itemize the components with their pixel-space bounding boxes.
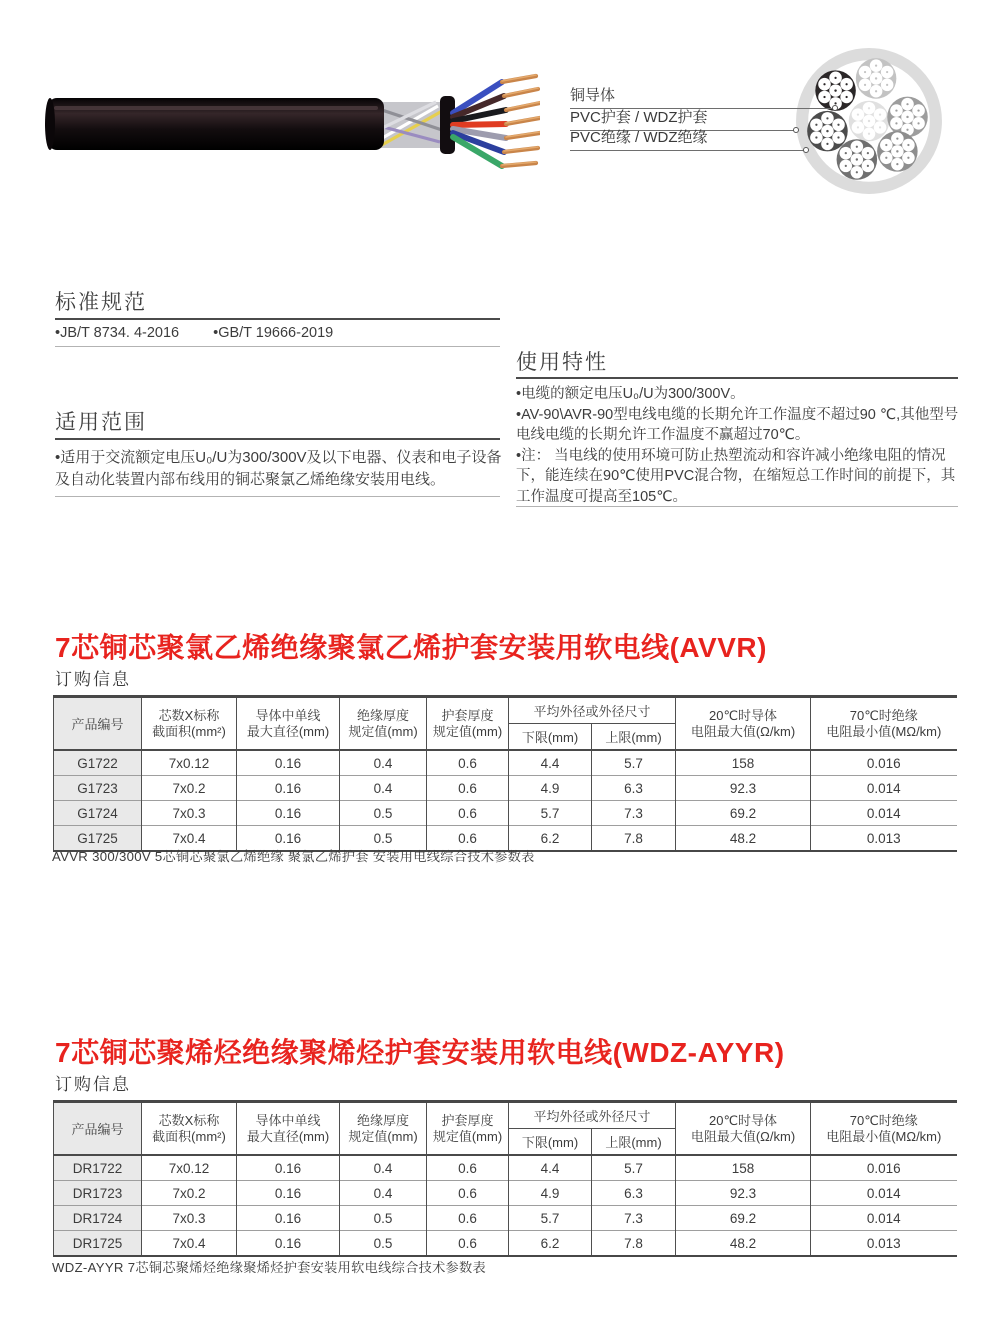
- value-cell: 158: [676, 1155, 811, 1181]
- value-cell: 0.4: [340, 1155, 427, 1181]
- cable-photo: [40, 72, 540, 182]
- value-cell: 7x0.3: [142, 801, 237, 826]
- value-cell: 0.16: [237, 750, 340, 776]
- col-header-sheath-thick: 护套厚度 规定值(mm): [427, 697, 509, 751]
- section-divider: [55, 438, 500, 440]
- value-cell: 0.014: [811, 1206, 957, 1231]
- value-cell: 0.016: [811, 1155, 957, 1181]
- product1-order-info-label: 订购信息: [55, 670, 131, 689]
- table-row: [54, 776, 957, 801]
- value-cell: 6.2: [509, 826, 592, 852]
- callout-conductor-label: 铜导体: [570, 87, 616, 104]
- section-divider: [55, 346, 500, 347]
- value-cell: 0.014: [811, 1181, 957, 1206]
- col-header-od-max: 上限(mm): [592, 724, 676, 751]
- value-cell: 0.5: [340, 801, 427, 826]
- value-cell: 0.5: [340, 1206, 427, 1231]
- col-header-insul-resistance: 70℃时绝缘 电阻最小值(MΩ/km): [811, 1102, 957, 1156]
- col-header-od-max: 上限(mm): [592, 1129, 676, 1156]
- product-code-cell: G1724: [54, 801, 142, 826]
- value-cell: 7.3: [592, 801, 676, 826]
- value-cell: 0.6: [427, 776, 509, 801]
- col-header-insul-thick: 绝缘厚度 规定值(mm): [340, 1102, 427, 1156]
- value-cell: 0.6: [427, 1181, 509, 1206]
- cable-jacket: [48, 98, 384, 150]
- value-cell: 7.8: [592, 826, 676, 852]
- value-cell: 0.016: [811, 750, 957, 776]
- callout-insulation: [570, 126, 807, 151]
- value-cell: 0.5: [340, 826, 427, 852]
- value-cell: 6.3: [592, 1181, 676, 1206]
- core-lightgray: [856, 58, 897, 99]
- value-cell: 92.3: [676, 1181, 811, 1206]
- col-header-od-min: 下限(mm): [509, 1129, 592, 1156]
- value-cell: 0.014: [811, 776, 957, 801]
- value-cell: 0.5: [340, 1231, 427, 1257]
- value-cell: 0.6: [427, 1155, 509, 1181]
- col-header-insul-thick: 绝缘厚度 规定值(mm): [340, 697, 427, 751]
- col-header-resistance: 20℃时导体 电阻最大值(Ω/km): [676, 697, 811, 751]
- scope-text: •适用于交流额定电压U₀/U为300/300V及以下电器、仪表和电子设备及自动化装置内部布线用的铜芯聚氯乙烯绝缘安装用电线。: [55, 449, 502, 488]
- section-divider: [516, 377, 958, 379]
- callout-insulation-label: PVC绝缘 / WDZ绝缘: [570, 129, 708, 146]
- spec-table-wdz-ayyr: [53, 1100, 957, 1257]
- col-header-insul-resistance: 70℃时绝缘 电阻最小值(MΩ/km): [811, 697, 957, 751]
- standards-title: 标准规范: [55, 291, 147, 314]
- value-cell: 0.014: [811, 801, 957, 826]
- spec-table-wdz-body: [54, 1155, 957, 1256]
- value-cell: 158: [676, 750, 811, 776]
- product-code-cell: DR1723: [54, 1181, 142, 1206]
- section-divider: [516, 506, 958, 507]
- value-cell: 0.6: [427, 1231, 509, 1257]
- value-cell: 5.7: [592, 1155, 676, 1181]
- table-row: [54, 750, 957, 776]
- value-cell: 48.2: [676, 1231, 811, 1257]
- table-row: [54, 1206, 957, 1231]
- table-row: [54, 1231, 957, 1257]
- product1-heading: 7芯铜芯聚氯乙烯绝缘聚氯乙烯护套安装用软电线(AVVR): [55, 632, 767, 663]
- col-header-od-group: 平均外径或外径尺寸: [509, 1102, 676, 1129]
- value-cell: 7x0.12: [142, 750, 237, 776]
- value-cell: 92.3: [676, 776, 811, 801]
- col-header-strand-dia: 导体中单线 最大直径(mm): [237, 697, 340, 751]
- section-divider: [55, 496, 500, 497]
- feature-bullet: •电缆的额定电压U₀/U为300/300V。: [516, 386, 745, 402]
- product2-table-note: WDZ-AYYR 7芯铜芯聚烯烃绝缘聚烯烃护套安装用软电线综合技术参数表: [52, 1260, 487, 1275]
- value-cell: 7x0.3: [142, 1206, 237, 1231]
- table-row: [54, 1155, 957, 1181]
- scope-title: 适用范围: [55, 411, 147, 434]
- leader-dot: [803, 147, 809, 153]
- product2-order-info-label: 订购信息: [55, 1075, 131, 1094]
- value-cell: 0.4: [340, 1181, 427, 1206]
- value-cell: 0.16: [237, 1231, 340, 1257]
- product1-table-note: AVVR 300/300V 5芯铜芯聚氯乙烯绝缘 聚氯乙烯护套 安装用电线综合技术参数表: [52, 849, 535, 864]
- value-cell: 0.4: [340, 776, 427, 801]
- value-cell: 5.7: [509, 1206, 592, 1231]
- value-cell: 69.2: [676, 801, 811, 826]
- value-cell: 0.6: [427, 801, 509, 826]
- leader-dot: [832, 105, 838, 111]
- spec-table-avvr: [53, 695, 957, 852]
- value-cell: 48.2: [676, 826, 811, 852]
- value-cell: 0.16: [237, 801, 340, 826]
- value-cell: 7.3: [592, 1206, 676, 1231]
- value-cell: 0.16: [237, 1155, 340, 1181]
- col-header-product: 产品编号: [54, 697, 142, 751]
- col-header-product: 产品编号: [54, 1102, 142, 1156]
- core-gray: [887, 97, 928, 138]
- product-code-cell: DR1725: [54, 1231, 142, 1257]
- value-cell: 7x0.2: [142, 1181, 237, 1206]
- col-header-od-min: 下限(mm): [509, 724, 592, 751]
- standard-item: •JB/T 8734. 4-2016: [55, 325, 180, 341]
- value-cell: 0.16: [237, 1206, 340, 1231]
- table-row: [54, 1181, 957, 1206]
- cable-cross-section-diagram: [793, 45, 945, 197]
- product-code-cell: G1725: [54, 826, 142, 852]
- product-code-cell: G1722: [54, 750, 142, 776]
- value-cell: 6.3: [592, 776, 676, 801]
- value-cell: 7x0.2: [142, 776, 237, 801]
- value-cell: 6.2: [509, 1231, 592, 1257]
- cable-wires: [453, 75, 540, 166]
- value-cell: 0.6: [427, 1206, 509, 1231]
- features-title: 使用特性: [516, 351, 608, 374]
- product-code-cell: DR1722: [54, 1155, 142, 1181]
- value-cell: 0.16: [237, 776, 340, 801]
- value-cell: 7.8: [592, 1231, 676, 1257]
- col-header-cores: 芯数X标称 截面积(mm²): [142, 697, 237, 751]
- product-code-cell: DR1724: [54, 1206, 142, 1231]
- section-divider: [55, 318, 500, 320]
- value-cell: 0.16: [237, 1181, 340, 1206]
- col-header-cores: 芯数X标称 截面积(mm²): [142, 1102, 237, 1156]
- standard-item: •GB/T 19666-2019: [213, 325, 334, 341]
- value-cell: 5.7: [592, 750, 676, 776]
- core-darkgray: [807, 111, 848, 152]
- col-header-resistance: 20℃时导体 电阻最大值(Ω/km): [676, 1102, 811, 1156]
- feature-bullet: •AV-90\AVR-90型电线电缆的长期允许工作温度不超过90 ℃,其他型号电线电缆的长期允许工作温度不赢超过70℃。: [516, 406, 959, 443]
- col-header-od-group: 平均外径或外径尺寸: [509, 697, 676, 724]
- product2-heading: 7芯铜芯聚烯烃绝缘聚烯烃护套安装用软电线(WDZ-AYYR): [55, 1037, 785, 1068]
- col-header-sheath-thick: 护套厚度 规定值(mm): [427, 1102, 509, 1156]
- value-cell: 4.4: [509, 1155, 592, 1181]
- value-cell: 7x0.4: [142, 1231, 237, 1257]
- core-gray2: [877, 131, 918, 172]
- value-cell: 7x0.4: [142, 826, 237, 852]
- table-row: [54, 801, 957, 826]
- value-cell: 0.16: [237, 826, 340, 852]
- value-cell: 69.2: [676, 1206, 811, 1231]
- feature-bullet: •注： 当电线的使用环境可防止热塑流动和容许减小绝缘电阻的情况下，能连续在90℃使用PVC混合物，在缩短总工作时间的前提下，其工作温度可提高至105℃。: [516, 447, 956, 505]
- value-cell: 4.9: [509, 1181, 592, 1206]
- col-header-strand-dia: 导体中单线 最大直径(mm): [237, 1102, 340, 1156]
- value-cell: 4.9: [509, 776, 592, 801]
- spec-table-avvr-body: [54, 750, 957, 851]
- core-midgray: [837, 139, 878, 180]
- value-cell: 0.013: [811, 1231, 957, 1257]
- value-cell: 0.013: [811, 826, 957, 852]
- core-center: [849, 101, 890, 142]
- value-cell: 0.6: [427, 826, 509, 852]
- value-cell: 4.4: [509, 750, 592, 776]
- value-cell: 0.6: [427, 750, 509, 776]
- product-code-cell: G1723: [54, 776, 142, 801]
- value-cell: 7x0.12: [142, 1155, 237, 1181]
- value-cell: 5.7: [509, 801, 592, 826]
- standards-items: [55, 325, 333, 341]
- value-cell: 0.4: [340, 750, 427, 776]
- features-bullets: [516, 384, 960, 507]
- callout-sheath-label: PVC护套 / WDZ护套: [570, 109, 708, 126]
